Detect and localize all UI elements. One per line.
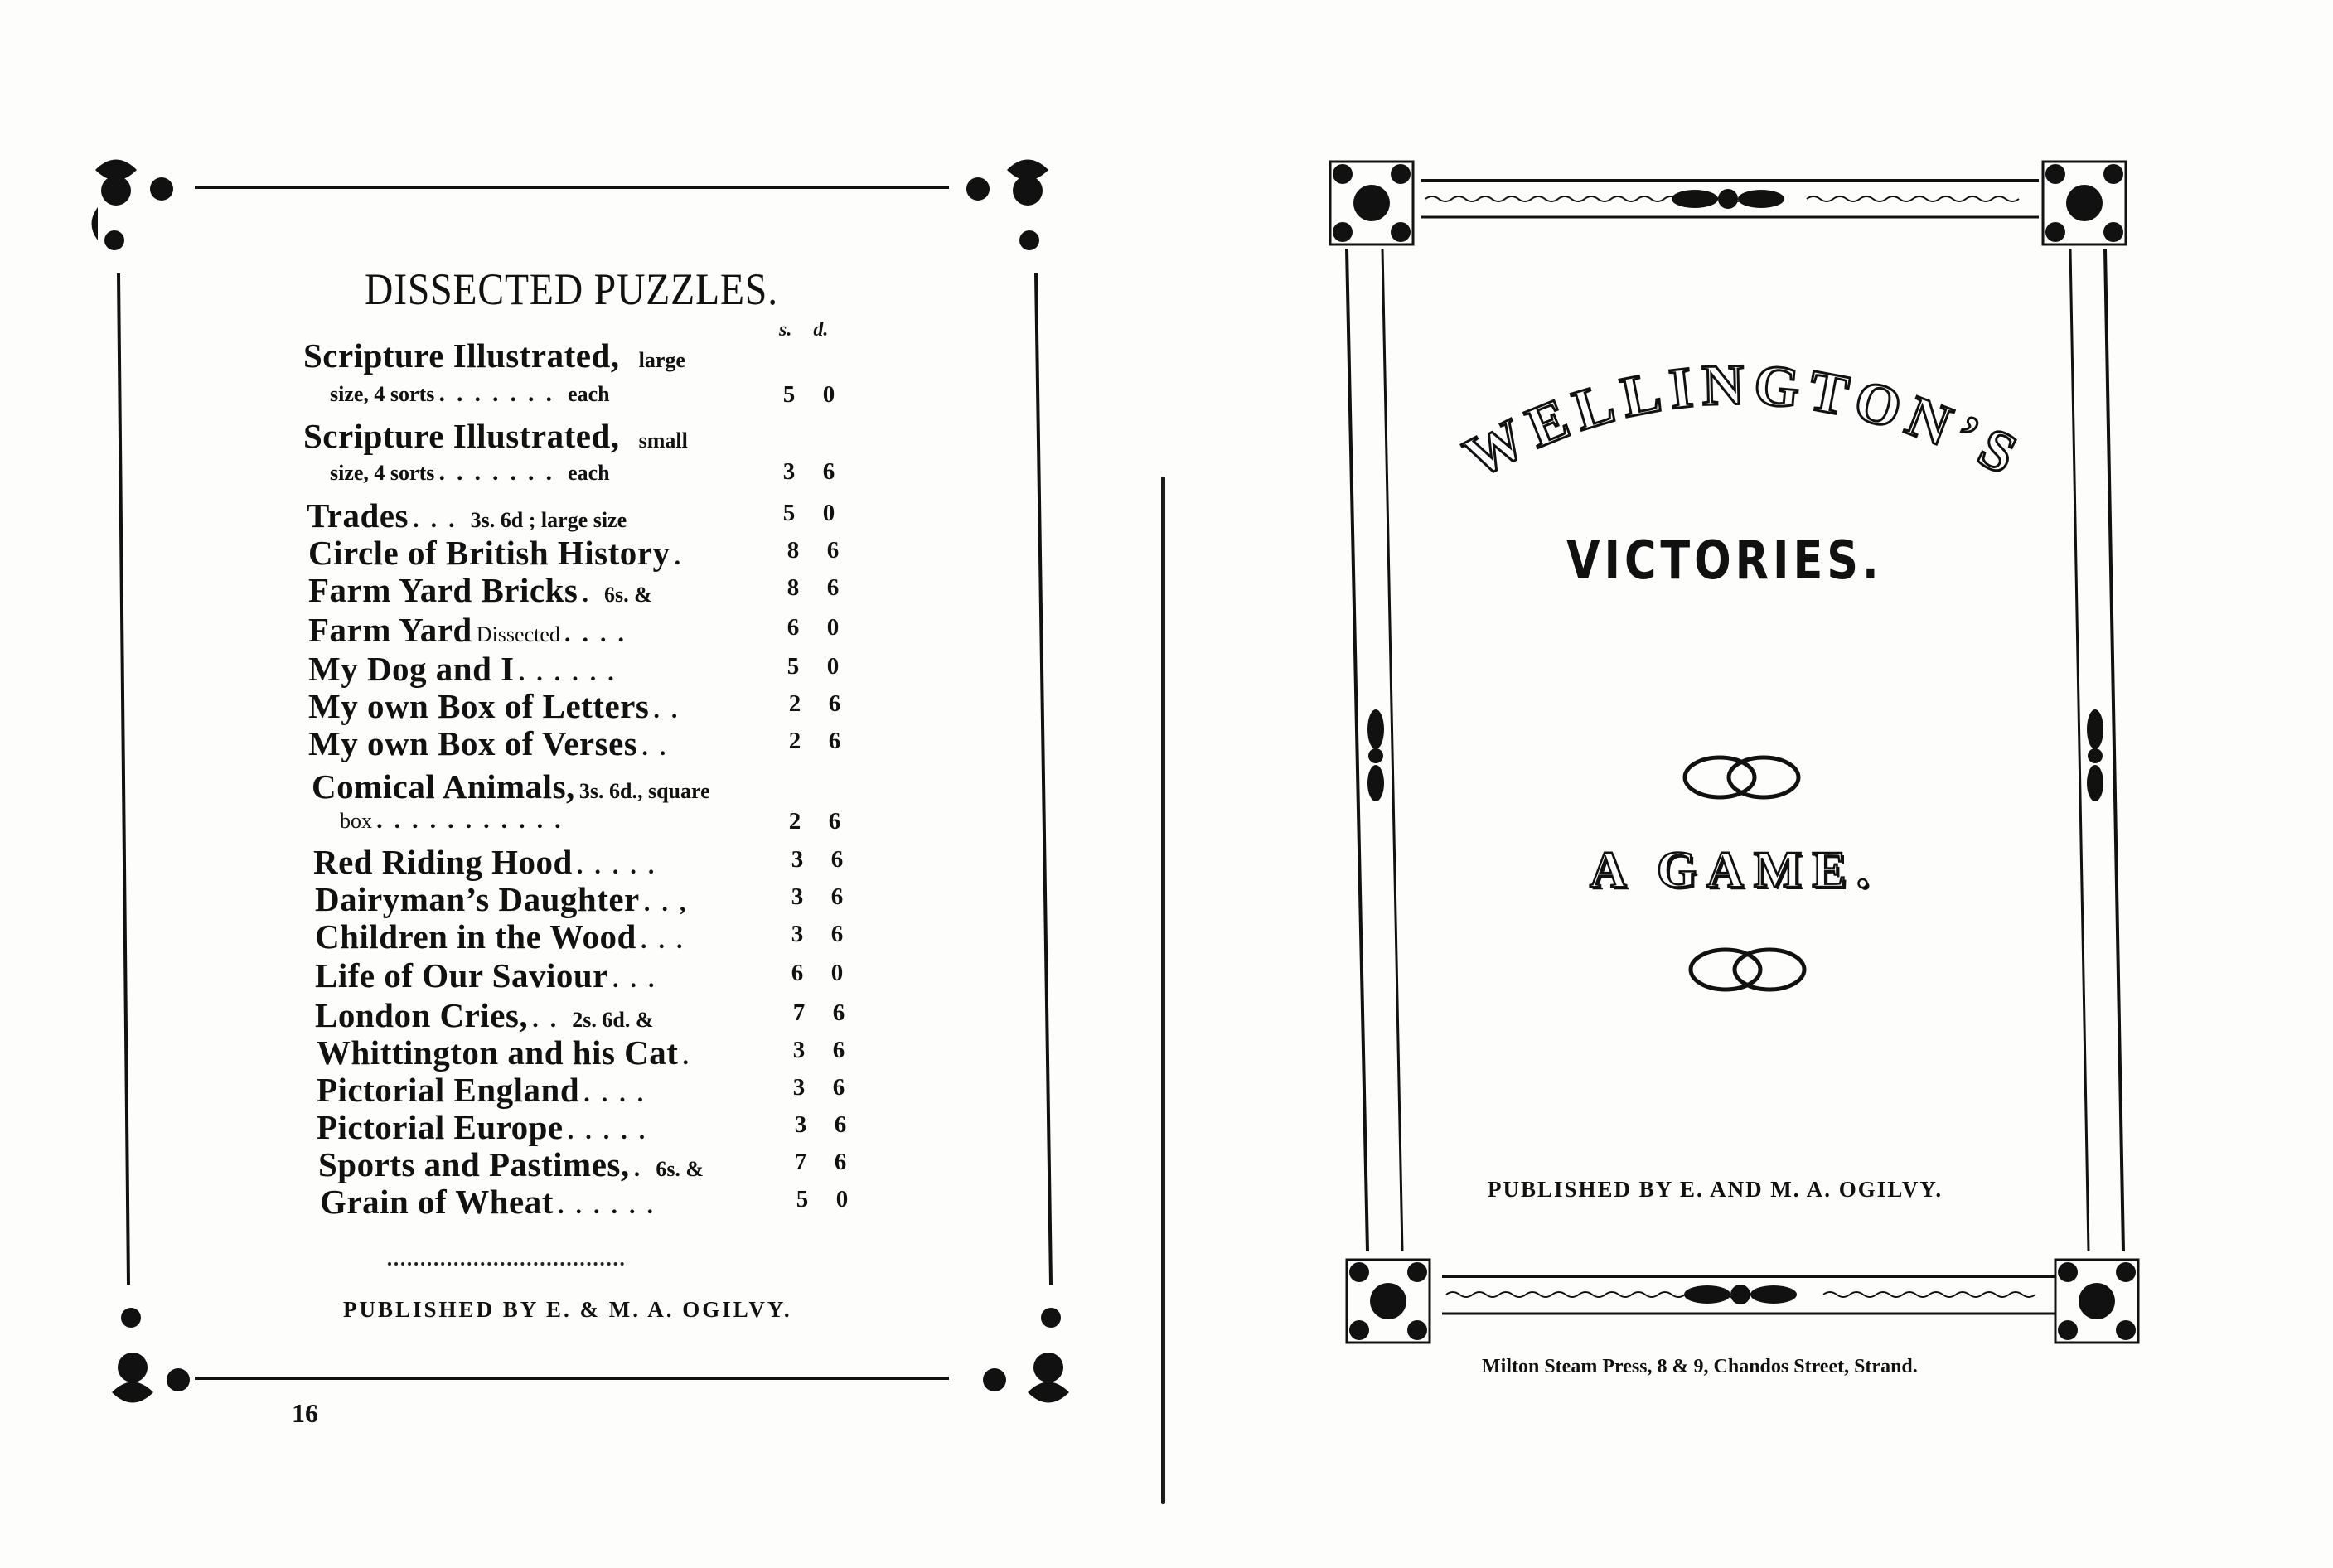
price: 7 6: [794, 1149, 847, 1175]
printer-imprint: Milton Steam Press, 8 & 9, Chandos Street, Strand.: [1482, 1356, 1918, 1377]
list-item: Trades ... 3s. 6d ; large size: [307, 496, 627, 535]
price: 2 6: [788, 808, 841, 835]
list-item: Pictorial Europe .....: [317, 1108, 657, 1146]
list-item: Grain of Wheat ......: [320, 1183, 665, 1221]
price: 3 6: [791, 883, 844, 910]
publisher-line: PUBLISHED BY E. AND M. A. OGILVY.: [1488, 1177, 1943, 1202]
list-item: Scripture Illustrated, small: [303, 417, 688, 455]
floral-ornament-icon: [1684, 1285, 1797, 1304]
title-victories: VICTORIES.: [1566, 530, 1883, 592]
list-item: Scripture Illustrated, large: [303, 336, 685, 375]
chain-link-icon: [1685, 757, 1798, 797]
ornamental-corner-icon: [2043, 162, 2126, 244]
price: 8 6: [787, 574, 840, 601]
list-item: box ...........: [340, 806, 573, 834]
ornamental-corner-icon: [2055, 1260, 2138, 1343]
price: 3 6: [782, 458, 835, 485]
ornamental-corner-icon: [1330, 162, 1413, 244]
price: 6 0: [787, 614, 840, 641]
price: 2 6: [788, 728, 841, 754]
list-item: London Cries, .. 2s. 6d. &: [315, 996, 654, 1034]
page-number: 16: [292, 1398, 318, 1428]
list-item: Red Riding Hood .....: [313, 843, 666, 881]
price: 3 6: [794, 1111, 847, 1138]
price: 8 6: [787, 537, 840, 564]
price: 7 6: [792, 999, 845, 1026]
list-item: Whittington and his Cat .: [317, 1033, 701, 1072]
price: 3 6: [792, 1074, 845, 1101]
list-item: Circle of British History .: [308, 534, 693, 572]
price: 5 0: [787, 653, 840, 680]
price: 6 0: [791, 960, 844, 986]
list-item: My own Box of Letters ..: [308, 687, 690, 725]
list-item: My own Box of Verses ..: [308, 724, 678, 762]
floral-ornament-icon: [1672, 189, 1784, 209]
list-item: Children in the Wood ...: [315, 917, 695, 956]
floral-ornament-icon: [2087, 709, 2103, 801]
title-arch: WELLINGTON’S: [1454, 352, 2034, 491]
list-item: Life of Our Saviour ...: [315, 956, 666, 995]
subtitle-game: A GAME.: [1590, 842, 1880, 898]
floral-ornament-icon: [1367, 709, 1384, 801]
list-item: My Dog and I ......: [308, 650, 626, 688]
currency-header: s. d.: [779, 319, 829, 341]
price: 2 6: [788, 690, 841, 717]
list-item: Farm Yard Bricks . 6s. &: [308, 571, 652, 609]
list-item: Comical Animals, 3s. 6d., square: [312, 767, 710, 806]
list-item: Farm Yard Dissected ....: [308, 611, 636, 649]
price: 5 0: [782, 500, 835, 526]
catalogue-heading: DISSECTED PUZZLES.: [365, 264, 778, 314]
price: 5 0: [796, 1186, 849, 1212]
publisher-line: PUBLISHED BY E. & M. A. OGILVY.: [343, 1297, 792, 1322]
list-item: Sports and Pastimes, . 6s. &: [318, 1145, 704, 1183]
chain-link-icon: [1691, 950, 1804, 990]
list-item: Dairyman’s Daughter ..,: [315, 880, 698, 918]
list-item: size, 4 sorts ....... each: [330, 380, 610, 407]
list-item: Pictorial England ....: [317, 1071, 656, 1109]
list-item: size, 4 sorts ....... each: [330, 458, 610, 486]
price: 3 6: [792, 1037, 845, 1063]
ornamental-corner-icon: [1347, 1260, 1430, 1343]
price: 5 0: [782, 381, 835, 408]
price: 3 6: [791, 921, 844, 947]
price: 3 6: [791, 846, 844, 873]
